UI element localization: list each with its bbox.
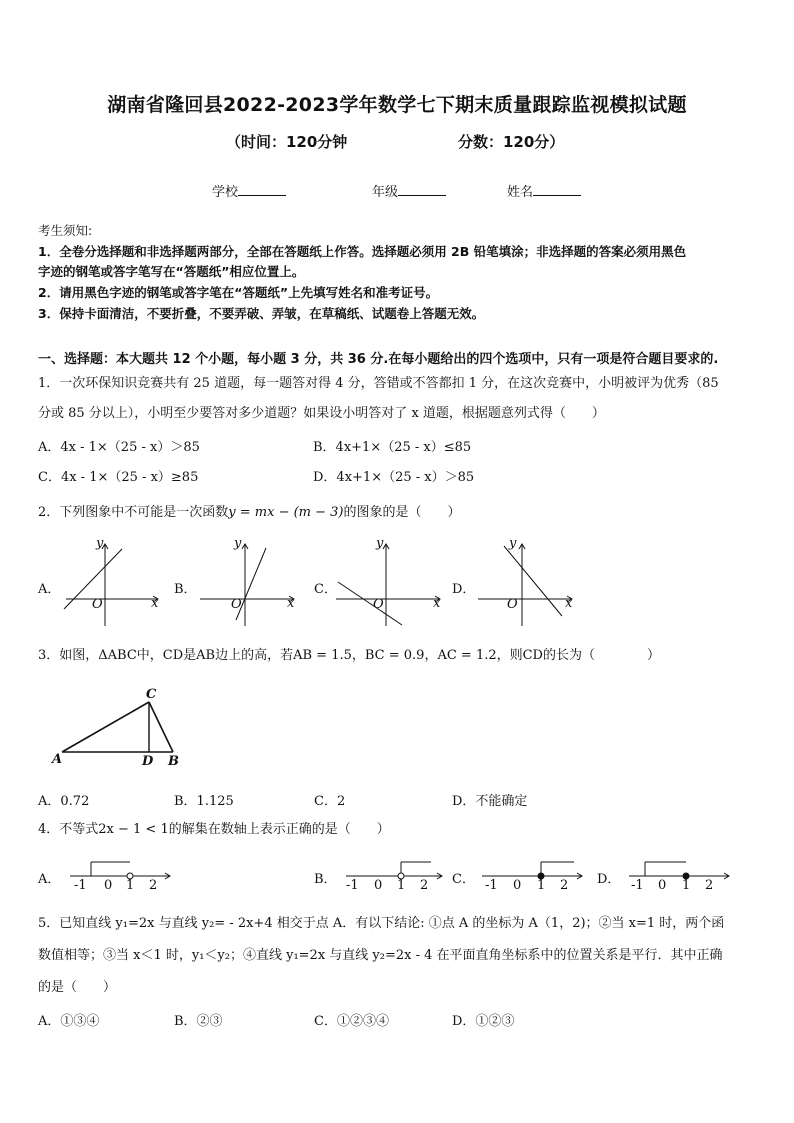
school-field (212, 181, 286, 200)
q2-label-d: D． (452, 582, 476, 597)
q2b-origin: O (231, 597, 242, 612)
q1-option-c: C．4x - 1×（25 - x）≥85 (38, 470, 199, 485)
q5-option-b: B．②③ (174, 1014, 223, 1029)
q4d-tick-m1: -1 (631, 878, 644, 893)
q2c-origin: O (373, 597, 384, 612)
q4c-tick-m1: -1 (485, 878, 498, 893)
section-heading: 一、选择题：本大题共 12 个小题，每小题 3 分，共 36 分.在每小题给出的四个选项中，只有一项是符合题目要求的. (38, 352, 719, 367)
q5-line2: 数值相等；③当 x＜1 时，y₁＜y₂；④直线 y₁=2x 与直线 y₂=2x - 4 在平面直角坐标系中的位置关系是平行．其中正确 (38, 948, 723, 963)
grade-blank (398, 183, 446, 196)
q1-line1: 1．一次环保知识竞赛共有 25 道题，每一题答对得 4 分，答错或不答都扣 1 分，在这次竞赛中，小明被评为优秀（85 (38, 376, 719, 391)
q2-graph-b (174, 536, 304, 626)
q2-graph-c (314, 536, 444, 626)
q2d-x-label: x (565, 596, 573, 611)
q3-vertex-b: B (168, 754, 179, 769)
name-label: 姓名 (507, 185, 534, 200)
q4a-tick-1: 1 (126, 878, 135, 893)
q4-numberline-b (314, 858, 444, 892)
q3-option-a: A．0.72 (38, 794, 90, 809)
q5-line3: 的是（ ） (38, 980, 117, 995)
q2-stem-a: 2．下列图象中不可能是一次函数 (38, 505, 229, 520)
q3-option-b: B．1.125 (174, 794, 234, 809)
q2c-y-label: y (376, 536, 384, 551)
school-label: 学校 (212, 185, 239, 200)
q2b-y-label: y (234, 536, 242, 551)
q2a-x-label: x (151, 596, 159, 611)
q4-numberline-d (597, 858, 737, 892)
q5-line1: 5．已知直线 y₁=2x 与直线 y₂= - 2x+4 相交于点 A．有以下结论: ①点 A 的坐标为 A（1，2)；②当 x=1 时，两个函 (38, 916, 725, 931)
exam-title: 湖南省隆回县2022-2023学年数学七下期末质量跟踪监视模拟试题 (107, 94, 687, 116)
q5-option-c: C．①②③④ (314, 1014, 389, 1029)
q4d-tick-1: 1 (682, 878, 691, 893)
q2-graph-a (38, 536, 168, 626)
notice-item-1-cont: 字迹的钢笔或答字笔写在“答题纸”相应位置上。 (38, 264, 305, 279)
grade-field (372, 181, 446, 200)
grade-label: 年级 (372, 185, 399, 200)
q2a-origin: O (92, 597, 103, 612)
q4-stem: 4．不等式2x − 1 < 1的解集在数轴上表示正确的是（ ） (38, 822, 390, 837)
q1-option-b: B．4x+1×（25 - x）≤85 (313, 440, 472, 455)
q2-stem-b: 的图象的是（ ） (343, 505, 461, 520)
exam-time: （时间：120分钟 (226, 133, 348, 151)
q4-label-c: C． (452, 872, 475, 887)
q4b-tick-2: 2 (420, 878, 429, 893)
q4-label-a: A． (38, 872, 61, 887)
q3-stem: 3．如图，ΔABC中，CD是AB边上的高，若AB = 1.5，BC = 0.9，AC = 1.2，则CD的长为（ ） (38, 648, 660, 663)
q3-vertex-a: A (52, 752, 63, 767)
notice-heading: 考生须知: (38, 223, 93, 238)
q4a-tick-m1: -1 (74, 878, 87, 893)
q4-label-b: B． (314, 872, 337, 887)
school-blank (238, 183, 286, 196)
q4a-tick-2: 2 (149, 878, 158, 893)
exam-score: 分数：120分） (458, 133, 565, 151)
q3-vertex-d: D (142, 754, 154, 769)
q2-formula: y = mx − (m − 3) (228, 505, 344, 520)
q4-numberline-a (38, 858, 188, 892)
q3-triangle-figure (48, 688, 198, 772)
q4a-tick-0: 0 (104, 878, 113, 893)
q4b-tick-m1: -1 (346, 878, 359, 893)
name-blank (533, 183, 581, 196)
q3-option-c: C．2 (314, 794, 346, 809)
q2d-y-label: y (509, 536, 517, 551)
q5-option-d: D．①②③ (452, 1014, 515, 1029)
q1-option-a: A．4x - 1×（25 - x）＞85 (38, 440, 200, 455)
q4c-tick-2: 2 (560, 878, 569, 893)
q3-option-d: D．不能确定 (452, 794, 528, 809)
name-field (507, 181, 581, 200)
q3-vertex-c: C (146, 687, 157, 702)
q4b-tick-1: 1 (397, 878, 406, 893)
q2a-y-label: y (96, 536, 104, 551)
q2c-x-label: x (433, 596, 441, 611)
q4-numberline-c (452, 858, 592, 892)
q5-option-a: A．①③④ (38, 1014, 100, 1029)
notice-item-3: 3．保持卡面清洁，不要折叠，不要弄破、弄皱，在草稿纸、试题卷上答题无效。 (38, 306, 485, 321)
notice-item-2: 2．请用黑色字迹的钢笔或答字笔在“答题纸”上先填写姓名和准考证号。 (38, 285, 439, 300)
q4c-tick-0: 0 (513, 878, 522, 893)
q4d-tick-2: 2 (705, 878, 714, 893)
q2-label-a: A． (38, 582, 61, 597)
q4c-tick-1: 1 (537, 878, 546, 893)
q2d-origin: O (507, 597, 518, 612)
q2-stem (38, 502, 461, 523)
q4b-tick-0: 0 (374, 878, 383, 893)
notice-item-1: 1．全卷分选择题和非选择题两部分，全部在答题纸上作答。选择题必须用 2B 铅笔填涂；非选择题的答案必须用黑色 (38, 244, 687, 259)
q2b-x-label: x (287, 596, 295, 611)
q4d-tick-0: 0 (658, 878, 667, 893)
q4-label-d: D． (597, 872, 621, 887)
q2-label-b: B． (174, 582, 197, 597)
q2-label-c: C． (314, 582, 337, 597)
q2-graph-d (452, 536, 582, 626)
q1-option-d: D．4x+1×（25 - x）＞85 (313, 470, 475, 485)
q1-line2: 分或 85 分以上），小明至少要答对多少道题？如果设小明答对了 x 道题，根据题意列式得（ ） (38, 406, 605, 421)
